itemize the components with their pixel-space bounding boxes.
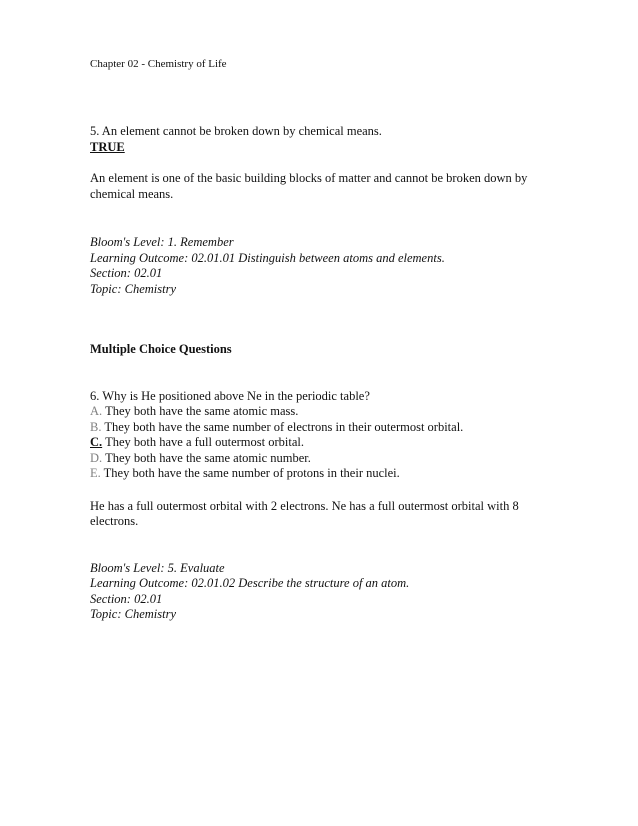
option-b: [90, 420, 560, 436]
option-letter: E.: [90, 466, 101, 480]
spacer: [90, 358, 560, 389]
spacer: [90, 202, 560, 235]
option-text: They both have the same number of protons in their nuclei.: [103, 466, 400, 480]
learning-outcome: Learning Outcome: 02.01.02 Describe the structure of an atom.: [90, 576, 410, 590]
option-e: [90, 466, 560, 482]
learning-outcome: Learning Outcome: 02.01.01 Distinguish between atoms and elements.: [90, 250, 445, 265]
option-c: [90, 435, 560, 451]
section-heading: Multiple Choice Questions: [90, 342, 232, 356]
option-d: [90, 451, 560, 467]
section-label: Section: 02.01: [90, 591, 163, 606]
option-letter: B.: [90, 419, 102, 434]
option-a: [90, 404, 560, 420]
question-6-explanation: He has a full outermost orbital with 2 electrons. Ne has a full outermost orbital with 8 electrons.: [90, 498, 519, 528]
section-label: Section: 02.01: [90, 266, 163, 280]
question-5-text: 5. An element cannot be broken down by chemical means.: [90, 124, 382, 138]
topic-label: Topic: Chemistry: [90, 281, 176, 296]
spacer: [90, 297, 560, 342]
topic-label: Topic: Chemistry: [90, 607, 176, 621]
question-5-explanation: An element is one of the basic building blocks of matter and cannot be broken down by chemical means.: [90, 171, 528, 201]
spacer: [90, 155, 560, 171]
question-5-metadata: [90, 235, 560, 297]
question-6-metadata: [90, 561, 560, 623]
blooms-level: Bloom's Level: 1. Remember: [90, 235, 234, 249]
spacer: [90, 530, 560, 561]
option-text: They both have the same number of electrons in their outermost orbital.: [104, 419, 464, 434]
option-text: They both have the same atomic number.: [105, 450, 311, 465]
option-text: They both have the same atomic mass.: [105, 404, 299, 418]
question-6-options: [90, 404, 560, 482]
option-letter: D.: [90, 450, 103, 465]
spacer: [90, 482, 560, 499]
option-letter-correct: C.: [90, 435, 103, 449]
question-5-answer: TRUE: [90, 139, 125, 154]
blooms-level: Bloom's Level: 5. Evaluate: [90, 560, 225, 575]
page-header: Chapter 02 - Chemistry of Life: [90, 58, 227, 70]
option-letter: A.: [90, 404, 103, 418]
page-content: [90, 124, 560, 623]
question-6-text: 6. Why is He positioned above Ne in the periodic table?: [90, 388, 370, 403]
option-text: They both have a full outermost orbital.: [105, 435, 304, 449]
